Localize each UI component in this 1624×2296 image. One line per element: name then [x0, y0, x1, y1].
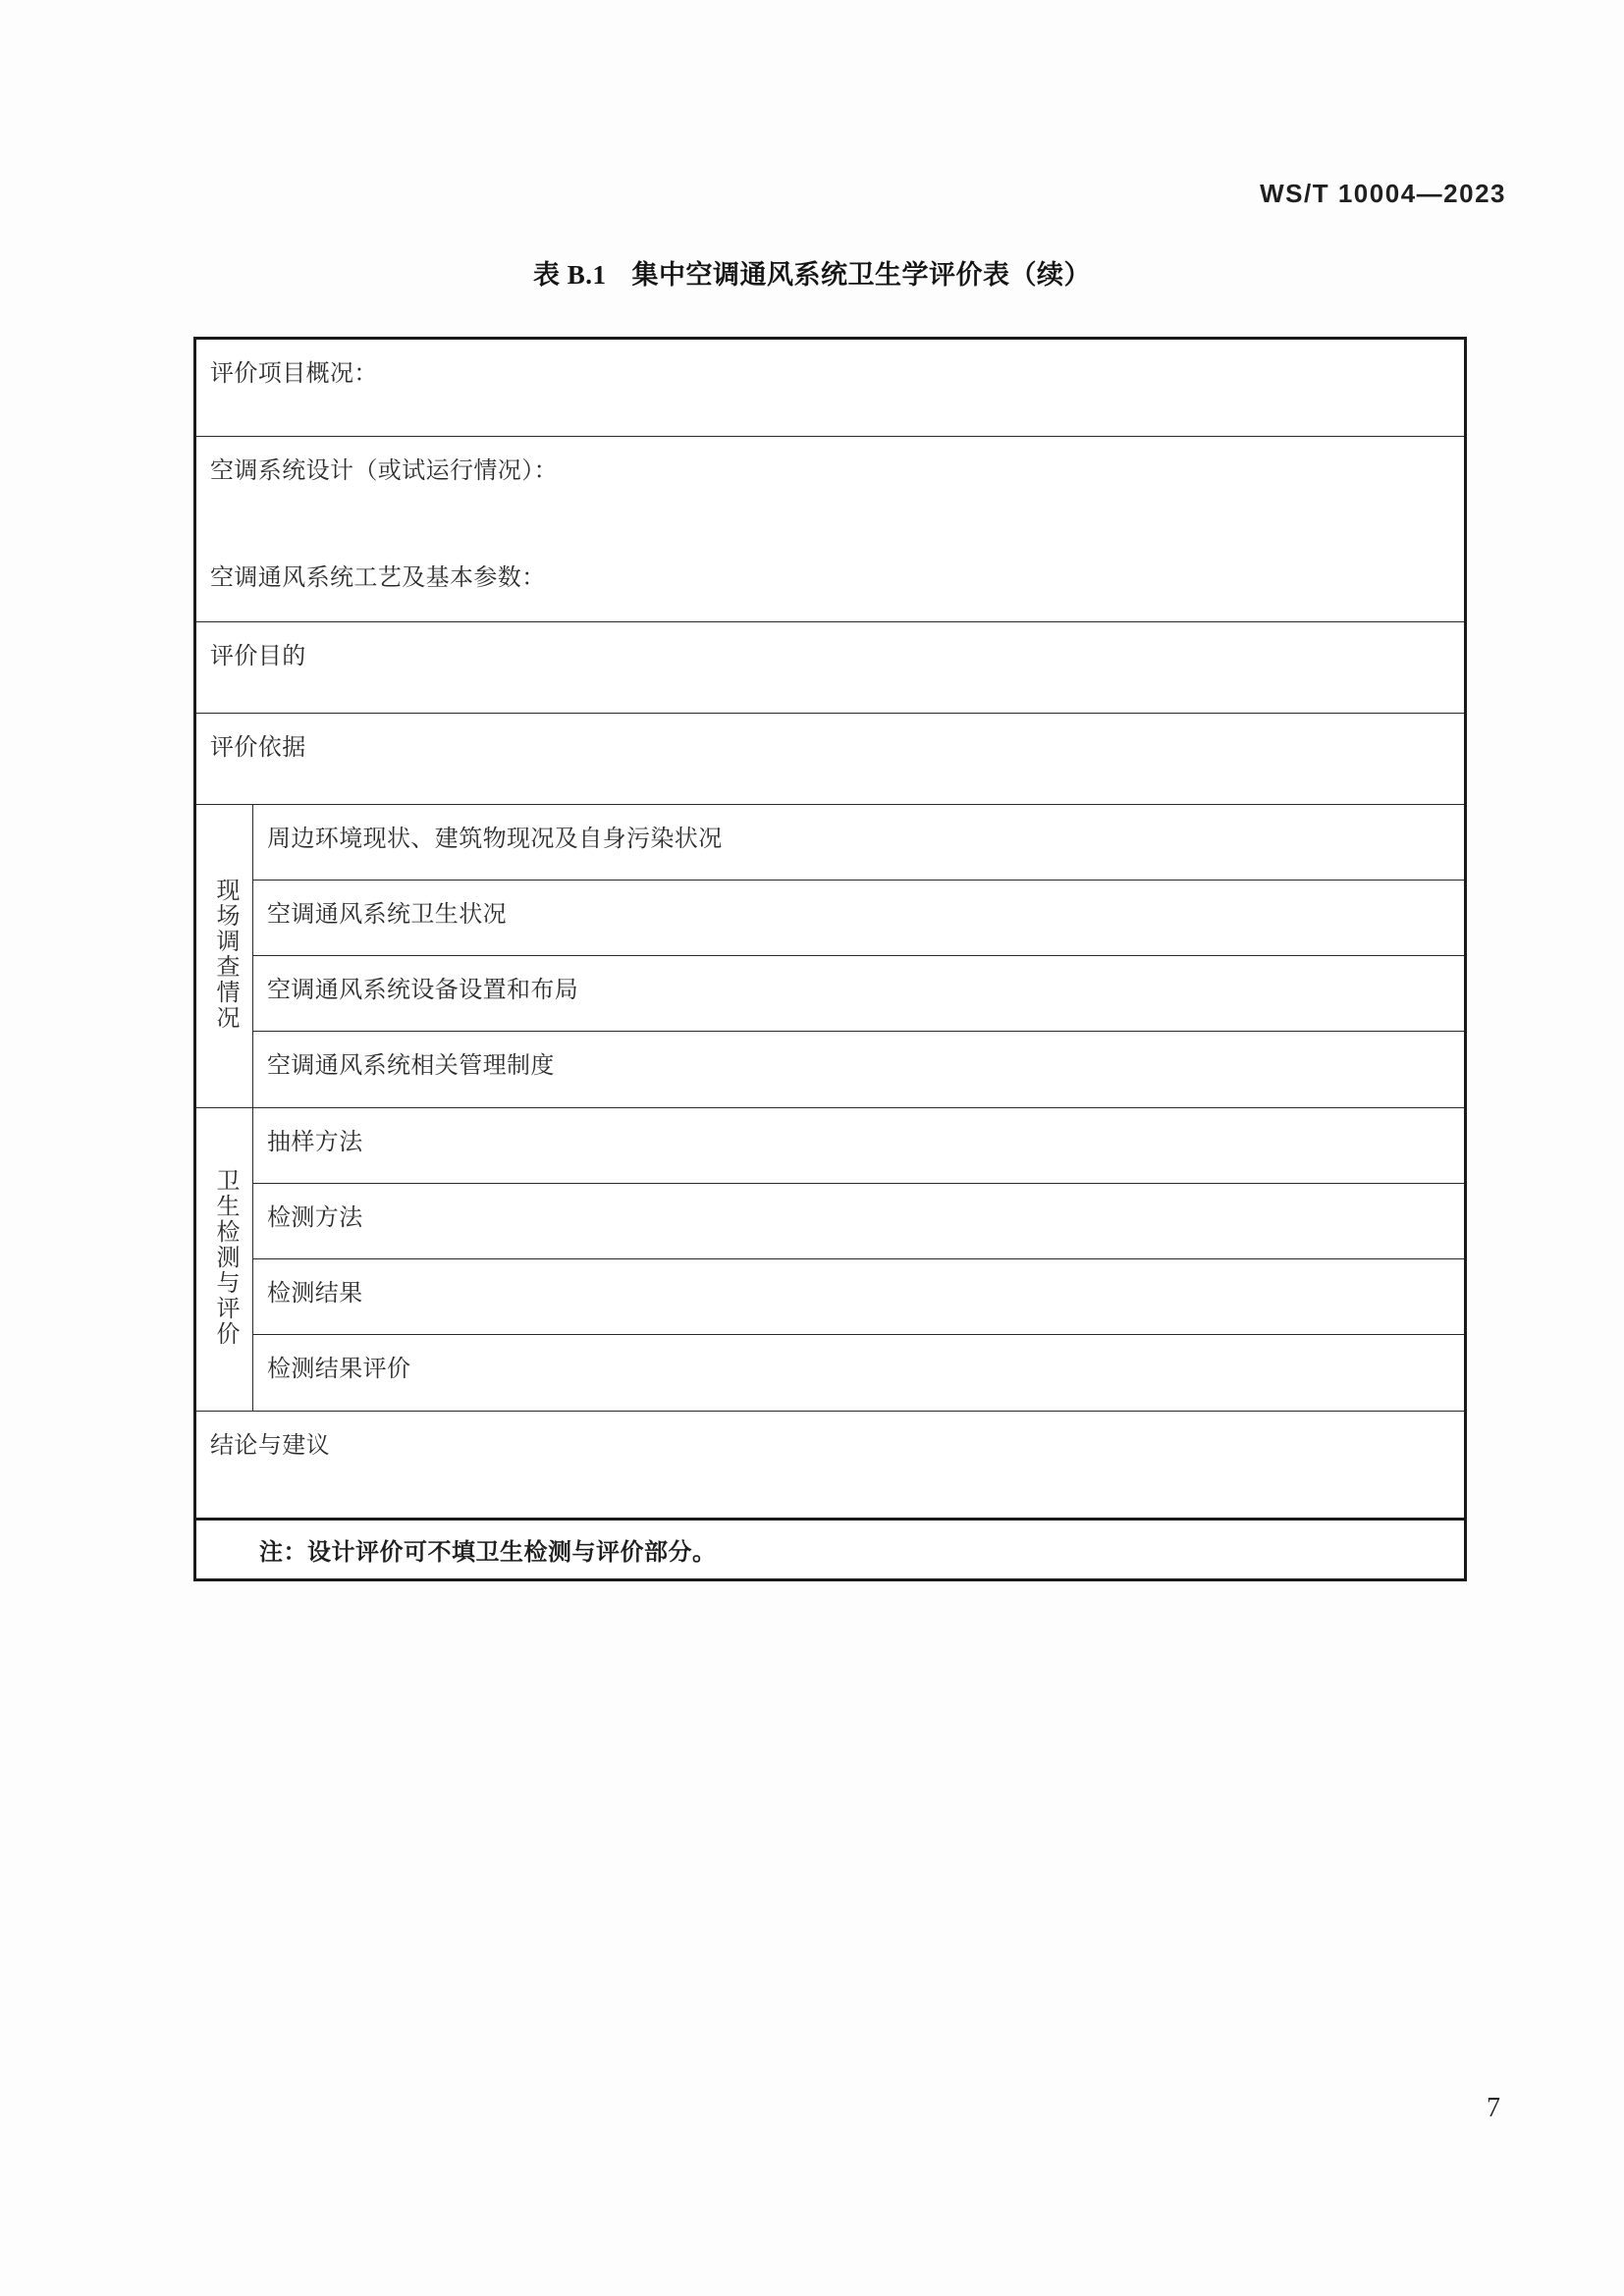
cell-survey-item	[253, 956, 1466, 1032]
table-row	[195, 714, 1466, 805]
cell-testing-item	[253, 1108, 1466, 1184]
table-row	[195, 1032, 1466, 1108]
cell-testing-item	[253, 1335, 1466, 1412]
survey-item-label: 空调通风系统相关管理制度	[267, 1053, 555, 1079]
cell-evaluation-basis	[195, 714, 1466, 805]
table-row	[195, 805, 1466, 881]
table-note-row	[195, 1520, 1466, 1580]
cell-survey-item	[253, 805, 1466, 881]
table-row	[195, 1412, 1466, 1520]
testing-item-label: 抽样方法	[267, 1130, 363, 1155]
table-number: 表 B.1	[532, 260, 607, 290]
section-label-hygiene-testing	[195, 1108, 253, 1412]
testing-item-label: 检测方法	[267, 1205, 363, 1231]
page-number: 7	[1487, 2093, 1500, 2123]
table-caption	[0, 253, 1624, 292]
vertical-label-text: 卫生检测与评价	[211, 1167, 238, 1347]
table-row	[195, 622, 1466, 714]
standard-code-header: WS/T 10004—2023	[1260, 179, 1506, 208]
survey-item-label: 空调通风系统设备设置和布局	[267, 978, 579, 1003]
table-title: 集中空调通风系统卫生学评价表（续）	[631, 260, 1091, 290]
row-label-secondary: 空调通风系统工艺及基本参数：	[210, 564, 546, 591]
table-row	[195, 956, 1466, 1032]
evaluation-table	[193, 337, 1467, 1581]
cell-system-design	[195, 437, 1466, 622]
conclusion-label: 结论与建议	[210, 1433, 330, 1459]
table-row	[195, 437, 1466, 622]
cell-testing-item	[253, 1184, 1466, 1259]
row-label: 评价项目概况：	[210, 361, 378, 387]
cell-conclusion	[195, 1412, 1466, 1520]
testing-item-label: 检测结果	[267, 1281, 363, 1307]
table-row	[195, 1184, 1466, 1259]
cell-testing-item	[253, 1259, 1466, 1335]
table-row	[195, 339, 1466, 437]
vertical-label-text: 现场调查情况	[211, 877, 238, 1031]
cell-survey-item	[253, 881, 1466, 956]
testing-item-label: 检测结果评价	[267, 1357, 411, 1382]
survey-item-label: 周边环境现状、建筑物现况及自身污染状况	[267, 827, 723, 852]
section-label-site-survey	[195, 805, 253, 1108]
cell-project-overview	[195, 339, 1466, 437]
cell-note	[195, 1520, 1466, 1580]
cell-survey-item	[253, 1032, 1466, 1108]
table-row	[195, 1108, 1466, 1184]
survey-item-label: 空调通风系统卫生状况	[267, 902, 507, 928]
table-row	[195, 881, 1466, 956]
cell-evaluation-purpose	[195, 622, 1466, 714]
row-label: 评价依据	[210, 735, 306, 761]
table-row	[195, 1259, 1466, 1335]
note-text: 注：设计评价可不填卫生检测与评价部分。	[259, 1540, 717, 1566]
row-label: 空调系统设计（或试运行情况）：	[210, 458, 558, 484]
row-label: 评价目的	[210, 644, 306, 669]
table-row	[195, 1335, 1466, 1412]
